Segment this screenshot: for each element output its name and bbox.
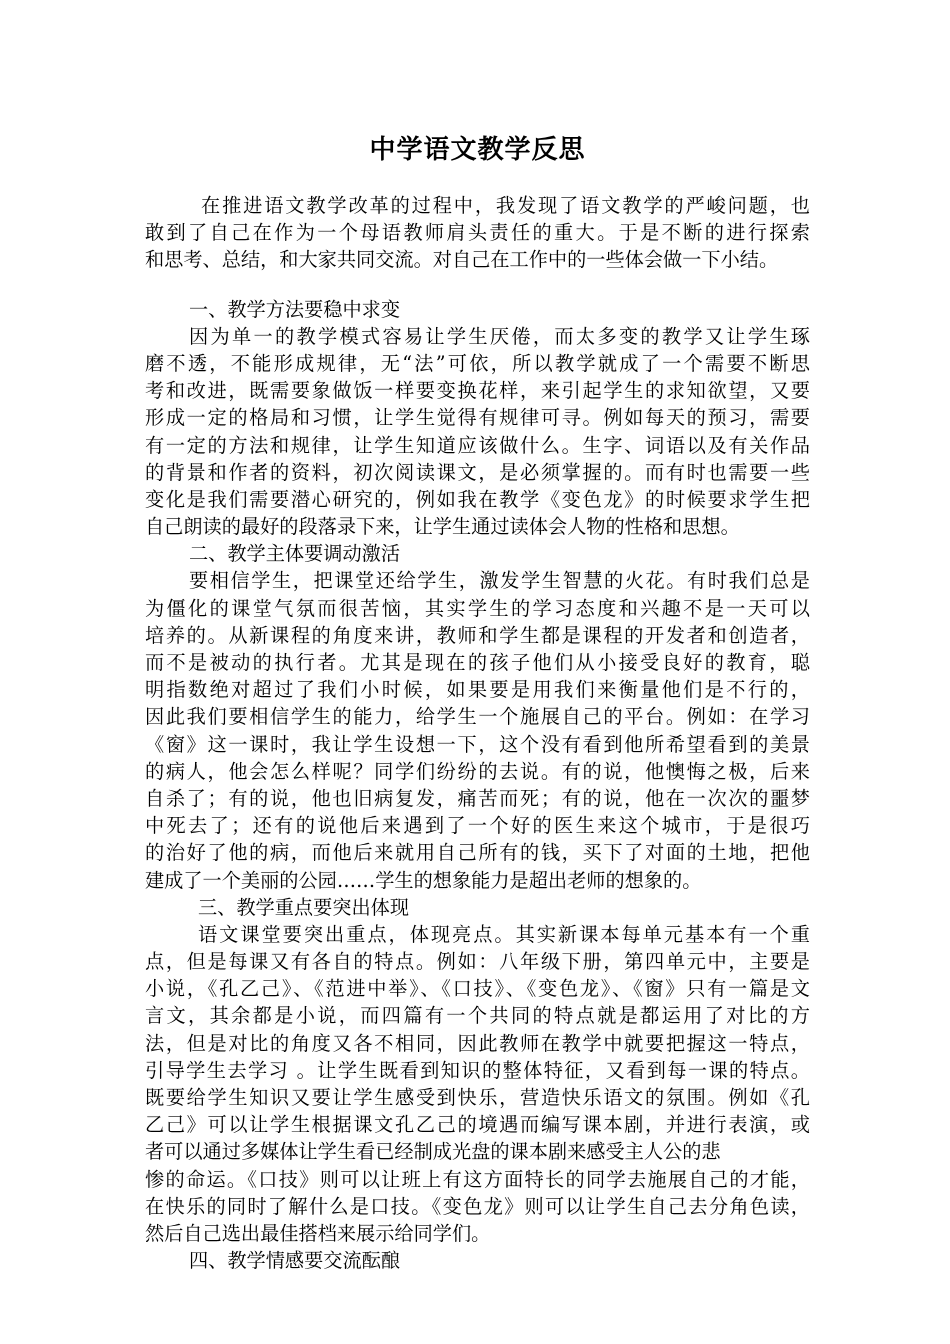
text-line: 乙己》可以让学生根据课文孔乙己的境遇而编写课本剧，并进行表演，或 — [145, 1113, 810, 1137]
text-line: 磨不透，不能形成规律，无“法”可依，所以教学就成了一个需要不断思 — [145, 351, 810, 375]
text-line: 要相信学生，把课堂还给学生，激发学生智慧的火花。有时我们总是 — [189, 569, 810, 593]
section-1 — [145, 296, 810, 541]
section-4 — [145, 1247, 810, 1274]
text-line: 有一定的方法和规律，让学生知道应该做什么。生字、词语以及有关作品 — [145, 433, 810, 457]
text-line: 明指数绝对超过了我们小时候，如果要是用我们来衡量他们是不行的， — [145, 678, 810, 702]
section-heading: 四、教学情感要交流酝酿 — [189, 1249, 401, 1273]
text-line: 《窗》这一课时，我让学生设想一下，这个没有看到他所希望看到的美景 — [145, 732, 810, 756]
text-line: 在快乐的同时了解什么是口技。《变色龙》则可以让学生自己去分角色读， — [145, 1194, 810, 1218]
text-line: 小说，《孔乙己》、《范进中举》、《口技》、《变色龙》、《窗》只有一篇是文 — [145, 977, 810, 1001]
text-line: 在推进语文教学改革的过程中，我发现了语文教学的严峻问题，也 — [201, 194, 810, 217]
text-line: 的病人，他会怎么样呢？同学们纷纷的去说。有的说，他懊悔之极，后来 — [145, 759, 810, 783]
text-line: 和思考、总结，和大家共同交流。对自己在工作中的一些体会做一下小结。 — [145, 248, 779, 272]
text-line: 考和改进，既需要象做饭一样要变换花样，来引起学生的求知欲望，又要 — [145, 379, 810, 403]
text-line: 形成一定的格局和习惯，让学生觉得有规律可寻。例如每天的预习，需要 — [145, 406, 810, 430]
text-line: 因此我们要相信学生的能力，给学生一个施展自己的平台。例如：在学习 — [145, 705, 810, 729]
section-3 — [145, 894, 810, 1247]
text-line: 言文，其余都是小说，而四篇有一个共同的特点就是都运用了对比的方 — [145, 1004, 810, 1028]
text-line: 者可以通过多媒体让学生看已经制成光盘的课本剧来感受主人公的悲 — [145, 1140, 721, 1164]
text-line: 敢到了自己在作为一个母语教师肩头责任的重大。于是不断的进行探索 — [145, 221, 810, 245]
text-line: 既要给学生知识又要让学生感受到快乐，营造快乐语文的氛围。例如《孔 — [145, 1086, 810, 1109]
spacer — [145, 274, 810, 296]
text-line: 建成了一个美丽的公园……学生的想象能力是超出老师的想象的。 — [145, 868, 702, 892]
text-line: 为僵化的课堂气氛而很苦恼，其实学生的学习态度和兴趣不是一天可以 — [145, 596, 810, 620]
text-line: 培养的。从新课程的角度来讲，教师和学生都是课程的开发者和创造者， — [145, 623, 810, 647]
text-line: 引导学生去学习 。让学生既看到知识的整体特征，又看到每一课的特点。 — [145, 1058, 810, 1082]
text-line: 自己朗读的最好的段落录下来，让学生通过读体会人物的性格和思想。 — [145, 515, 740, 539]
text-line: 中死去了；还有的说他后来遇到了一个好的医生来这个城市，于是很巧 — [145, 814, 810, 838]
section-2 — [145, 540, 810, 893]
text-line: 惨的命运。《口技》则可以让班上有这方面特长的同学去施展自己的才能， — [145, 1167, 810, 1191]
text-line: 语文课堂要突出重点，体现亮点。其实新课本每单元基本有一个重 — [198, 922, 810, 946]
section-heading: 三、教学重点要突出体现 — [198, 895, 410, 919]
text-line: 的背景和作者的资料，初次阅读课文，是必须掌握的。而有时也需要一些 — [145, 460, 810, 484]
text-line: 而不是被动的执行者。尤其是现在的孩子他们从小接受良好的教育，聪 — [145, 651, 810, 674]
section-heading: 一、教学方法要稳中求变 — [189, 297, 401, 321]
intro-paragraph — [145, 192, 810, 274]
text-line: 自杀了；有的说，他也旧病复发，痛苦而死；有的说，他在一次次的噩梦 — [145, 786, 810, 810]
text-line: 因为单一的教学模式容易让学生厌倦，而太多变的教学又让学生琢 — [189, 324, 810, 348]
document-page — [145, 128, 810, 1274]
text-line: 点，但是每课又有各自的特点。例如：八年级下册，第四单元中，主要是 — [145, 950, 810, 974]
text-line: 法，但是对比的角度又各不相同，因此教师在教学中就要把握这一特点， — [145, 1031, 810, 1055]
text-line: 变化是我们需要潜心研究的，例如我在教学《变色龙》的时候要求学生把 — [145, 487, 810, 511]
text-line: 的治好了他的病，而他后来就用自己所有的钱，买下了对面的土地，把他 — [145, 841, 810, 865]
section-heading: 二、教学主体要调动激活 — [189, 542, 401, 566]
page-title: 中学语文教学反思 — [369, 135, 586, 165]
text-line: 然后自己选出最佳搭档来展示给同学们。 — [145, 1221, 491, 1245]
